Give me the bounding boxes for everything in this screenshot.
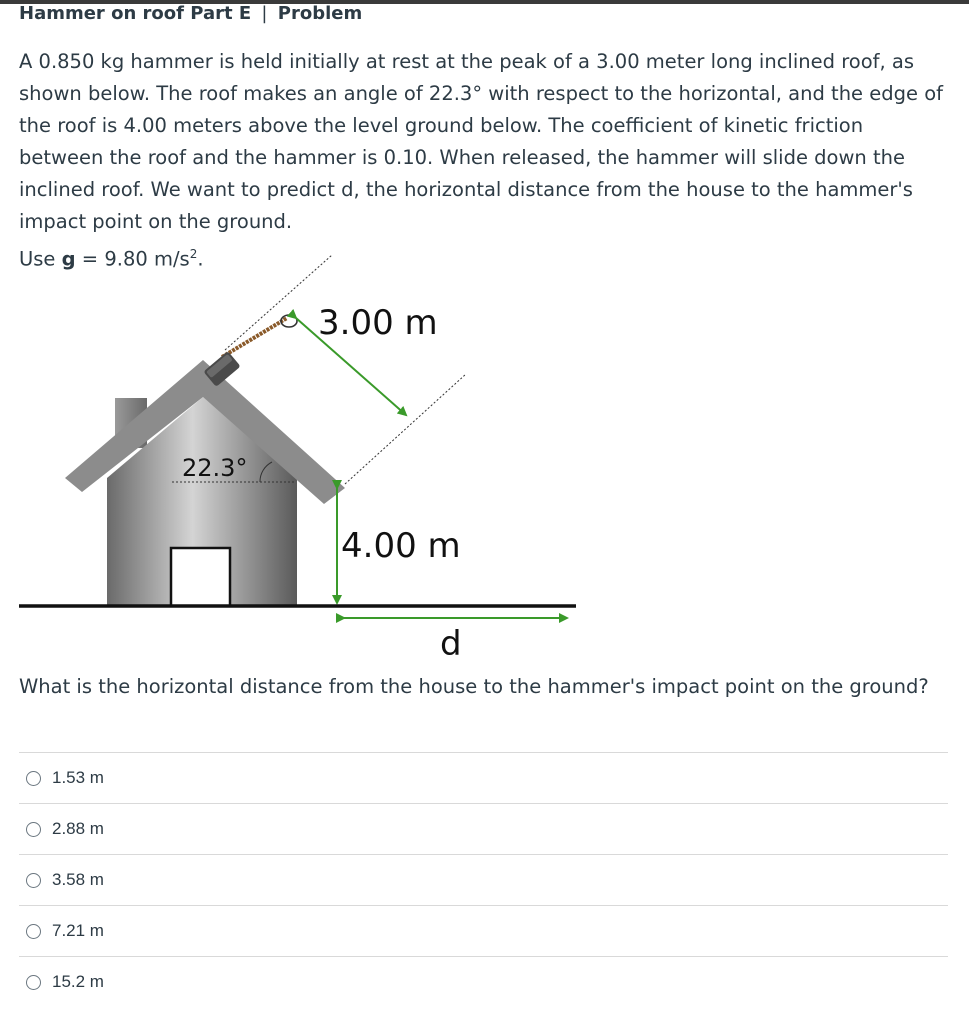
answer-option[interactable]	[19, 956, 948, 1007]
answer-label: 2.88 m	[52, 819, 104, 838]
radio-button[interactable]	[26, 822, 41, 837]
answer-label: 1.53 m	[52, 768, 104, 787]
problem-text: A 0.850 kg hammer is held initially at rest at the peak of a 3.00 meter long inclined roof, as shown below. The roof makes an angle of 22.3° with respect to the horizontal, and the edge of the roof is 4.00 meters above the level ground below. The coefficient of kinetic friction between the roof and the hammer is 0.10. When released, the hammer will slide down the inclined roof. We want to predict d, the horizontal distance from the house to the hammer's impact point on the ground.	[19, 50, 943, 233]
house-door	[171, 548, 230, 606]
radio-button[interactable]	[26, 924, 41, 939]
answer-label: 7.21 m	[52, 921, 104, 940]
answer-option[interactable]	[19, 854, 948, 905]
answer-label: 15.2 m	[52, 972, 104, 991]
roof-diagram	[0, 240, 600, 665]
hammer-handle	[222, 318, 287, 357]
g-value: = 9.80 m/s	[75, 247, 190, 271]
answer-option[interactable]	[19, 905, 948, 956]
use-prefix: Use	[19, 247, 62, 271]
g-exponent: 2	[189, 247, 198, 261]
quiz-title: Hammer on roof Part E	[19, 3, 252, 24]
page-title	[19, 3, 362, 25]
question-text: What is the horizontal distance from the house to the hammer's impact point on the ground?	[19, 675, 929, 698]
roof-length-label: 3.00 m	[318, 303, 438, 343]
radio-button[interactable]	[26, 975, 41, 990]
answer-list	[19, 752, 948, 1007]
height-label: 4.00 m	[341, 526, 461, 566]
title-separator: |	[261, 3, 268, 24]
hammer-strap	[281, 315, 297, 327]
answer-option[interactable]	[19, 752, 948, 803]
radio-button[interactable]	[26, 771, 41, 786]
answer-option[interactable]	[19, 803, 948, 854]
quiz-subtitle: Problem	[277, 3, 363, 24]
g-suffix: .	[197, 247, 204, 271]
distance-label: d	[440, 624, 462, 664]
answer-label: 3.58 m	[52, 870, 104, 889]
g-symbol: g	[61, 247, 76, 271]
radio-button[interactable]	[26, 873, 41, 888]
angle-label: 22.3°	[182, 454, 248, 482]
dashed-line-lower	[345, 374, 466, 484]
